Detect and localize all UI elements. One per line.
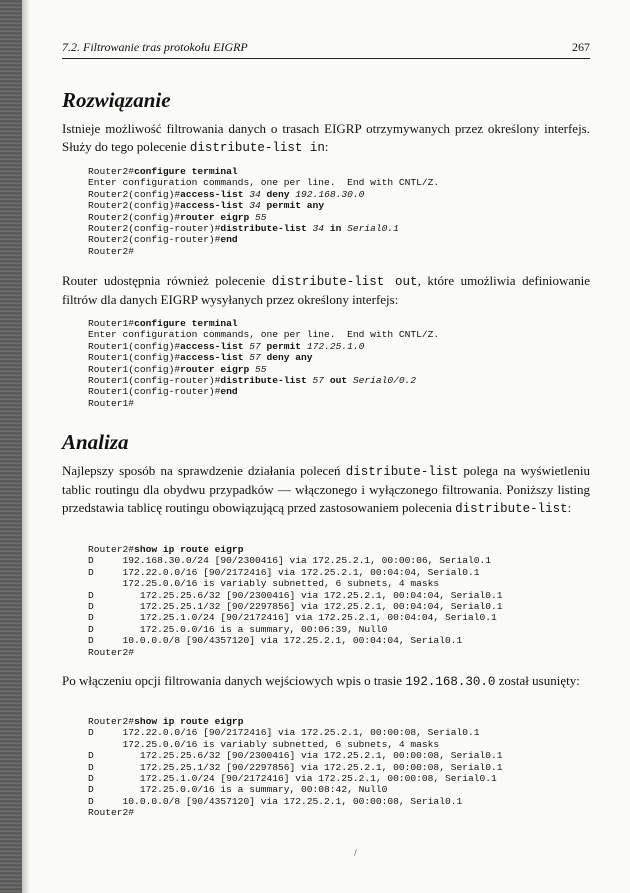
code-line — [88, 784, 503, 795]
code-line — [88, 352, 439, 363]
inline-code: 192.168.30.0 — [405, 675, 496, 689]
code-token: deny any — [266, 352, 313, 364]
code-token: D 172.25.0.0/16 is a summary, 00:08:42, Null0 — [88, 784, 388, 796]
code-token: 55 — [254, 363, 267, 375]
code-token: 34 — [249, 188, 267, 200]
code-token: configure terminal — [134, 318, 238, 329]
code-token: 34 — [249, 200, 267, 212]
code-token: D 172.25.25.6/32 [90/2300416] via 172.25.2.1, 00:00:08, Serial0.1 — [88, 750, 503, 762]
paragraph-1-text: Istnieje możliwość filtrowania danych o trasach EIGRP otrzymywanych przez określony interfejs. Służy do tego polecenie — [62, 121, 590, 154]
code-line — [88, 624, 503, 635]
code-token: in — [329, 223, 348, 235]
code-listing-1 — [88, 166, 439, 257]
inline-code: distribute-list in — [189, 141, 325, 155]
code-token: D 10.0.0.0/8 [90/4357120] via 172.25.2.1, 00:00:08, Serial0.1 — [88, 795, 463, 807]
code-token: Router1(config-router)# — [88, 375, 221, 387]
code-line — [88, 398, 439, 409]
code-line — [88, 716, 503, 727]
code-token: D 172.25.0.0/16 is a summary, 00:06:39, Null0 — [88, 623, 388, 635]
code-token: Router2# — [88, 807, 135, 819]
code-line — [88, 386, 439, 397]
code-token: distribute-list — [220, 223, 313, 235]
code-token: Router1(config)# — [88, 352, 181, 364]
inline-code: distribute-list — [455, 502, 568, 516]
paragraph-4 — [62, 672, 590, 691]
code-token: D 10.0.0.0/8 [90/4357120] via 172.25.2.1, 00:04:04, Serial0.1 — [88, 635, 463, 647]
paragraph-3-text-end: : — [567, 500, 572, 515]
code-token: access-list — [180, 200, 250, 212]
code-line — [88, 341, 439, 352]
paragraph-2-text-end: , które umożliwia definiowanie filtrów dla danych EIGRP wysyłanych przez określony interfejs: — [62, 273, 590, 307]
code-line — [88, 635, 503, 646]
paragraph-1-text-end: : — [324, 139, 329, 154]
code-token: router eigrp — [180, 363, 255, 375]
paragraph-3-text-mid: polega na wyświetleniu tablic routingu dla obydwu przypadków — włączonego i wyłączonego filtrowania. Poniższy listing przedstawia tablicę routingu obowiązującą przed zastosowaniem polecenia — [62, 463, 590, 515]
inline-code: distribute-list — [345, 465, 459, 479]
code-token: 172.25.1.0 — [306, 340, 365, 352]
code-line — [88, 212, 439, 223]
code-line — [88, 590, 503, 601]
code-line — [88, 555, 503, 566]
code-token: Router2(config)# — [88, 200, 181, 212]
code-token: Router2# — [88, 166, 135, 177]
code-line — [88, 375, 439, 386]
code-line — [88, 578, 503, 589]
code-token: show ip route eigrp — [134, 544, 244, 555]
code-line — [88, 223, 439, 234]
paragraph-3-text: Najlepszy sposób na sprawdzenie działania poleceń — [62, 463, 346, 478]
code-token: end — [220, 234, 238, 246]
code-token: Router2(config)# — [88, 188, 181, 200]
code-token: out — [329, 375, 353, 387]
code-line — [88, 177, 439, 188]
code-listing-3 — [88, 544, 503, 658]
code-token: D 172.25.25.6/32 [90/2300416] via 172.25.2.1, 00:04:04, Serial0.1 — [88, 589, 503, 601]
code-token: Router2# — [88, 646, 135, 658]
book-binding-edge — [0, 0, 22, 893]
code-line — [88, 807, 503, 818]
code-token: Router1(config)# — [88, 340, 181, 352]
paragraph-4-text-end: został usunięty: — [495, 673, 580, 688]
code-token: 57 — [249, 340, 267, 352]
code-line — [88, 329, 439, 340]
code-line — [88, 727, 503, 738]
code-token: D 172.25.25.1/32 [90/2297856] via 172.25.2.1, 00:04:04, Serial0.1 — [88, 601, 503, 613]
code-token: Router1(config)# — [88, 363, 181, 375]
paragraph-3 — [62, 462, 590, 518]
code-token: D 172.25.25.1/32 [90/2297856] via 172.25.2.1, 00:00:08, Serial0.1 — [88, 761, 503, 773]
code-token: show ip route eigrp — [134, 716, 244, 727]
code-token: 34 — [312, 223, 330, 235]
code-token: distribute-list — [220, 375, 313, 387]
page-footer-mark: / — [354, 848, 357, 859]
code-token: Router2(config-router)# — [88, 223, 221, 235]
code-listing-4 — [88, 716, 503, 819]
code-token: 172.25.0.0/16 is variably subnetted, 6 subnets, 4 masks — [88, 578, 440, 590]
code-listing-2 — [88, 318, 439, 409]
paragraph-1 — [62, 120, 590, 157]
code-token: end — [220, 386, 238, 398]
code-line — [88, 601, 503, 612]
code-token: Router2# — [88, 716, 135, 727]
code-line — [88, 318, 439, 329]
paragraph-2-text: Router udostępnia również polecenie — [62, 273, 272, 288]
code-line — [88, 773, 503, 784]
heading-analysis: Analiza — [62, 430, 129, 454]
code-line — [88, 189, 439, 200]
code-token: Router1# — [88, 397, 135, 409]
code-token: Serial0/0.2 — [352, 375, 417, 387]
code-token: Router2# — [88, 245, 135, 257]
code-token: D 172.25.1.0/24 [90/2172416] via 172.25.2.1, 00:00:08, Serial0.1 — [88, 773, 497, 785]
code-token: configure terminal — [134, 166, 238, 177]
code-token: permit any — [266, 200, 325, 212]
code-line — [88, 612, 503, 623]
code-token: Router2(config-router)# — [88, 234, 221, 246]
code-line — [88, 364, 439, 375]
code-token: router eigrp — [180, 211, 255, 223]
code-token: 172.25.0.0/16 is variably subnetted, 6 subnets, 4 masks — [88, 738, 440, 750]
code-token: access-list — [180, 188, 250, 200]
code-token: access-list — [180, 352, 250, 364]
code-token: Serial0.1 — [347, 223, 399, 235]
paragraph-4-text: Po włączeniu opcji filtrowania danych wejściowych wpis o trasie — [62, 673, 406, 688]
code-line — [88, 166, 439, 177]
code-line — [88, 200, 439, 211]
code-token: deny — [266, 188, 296, 200]
code-line — [88, 567, 503, 578]
code-token: Router2(config)# — [88, 211, 181, 223]
code-token: Router2# — [88, 544, 135, 555]
code-line — [88, 796, 503, 807]
code-line — [88, 750, 503, 761]
paragraph-2 — [62, 272, 590, 309]
code-token: D 172.22.0.0/16 [90/2172416] via 172.25.2.1, 00:00:08, Serial0.1 — [88, 727, 480, 739]
code-line — [88, 246, 439, 257]
code-token: 192.168.30.0 — [295, 188, 365, 200]
running-header — [62, 40, 590, 59]
inline-code: distribute-list out — [271, 275, 418, 289]
code-token: Router1(config-router)# — [88, 386, 221, 398]
code-line — [88, 647, 503, 658]
code-line — [88, 762, 503, 773]
heading-solution: Rozwiązanie — [62, 88, 171, 112]
code-token: 57 — [249, 352, 267, 364]
page-number: 267 — [572, 40, 590, 54]
code-token: D 172.22.0.0/16 [90/2172416] via 172.25.2.1, 00:04:04, Serial0.1 — [88, 566, 480, 578]
code-token: 57 — [312, 375, 330, 387]
code-token: 55 — [254, 211, 267, 223]
code-token: access-list — [180, 340, 250, 352]
header-section-title: 7.2. Filtrowanie tras protokołu EIGRP — [62, 40, 248, 54]
code-token: Enter configuration commands, one per line. End with CNTL/Z. — [88, 329, 440, 341]
code-token: Enter configuration commands, one per line. End with CNTL/Z. — [88, 177, 440, 189]
code-token: D 192.168.30.0/24 [90/2300416] via 172.25.2.1, 00:00:06, Serial0.1 — [88, 555, 492, 567]
code-token: Router1# — [88, 318, 135, 329]
code-line — [88, 544, 503, 555]
code-token: D 172.25.1.0/24 [90/2172416] via 172.25.2.1, 00:04:04, Serial0.1 — [88, 612, 497, 624]
code-line — [88, 739, 503, 750]
code-token: permit — [266, 340, 307, 352]
code-line — [88, 234, 439, 245]
